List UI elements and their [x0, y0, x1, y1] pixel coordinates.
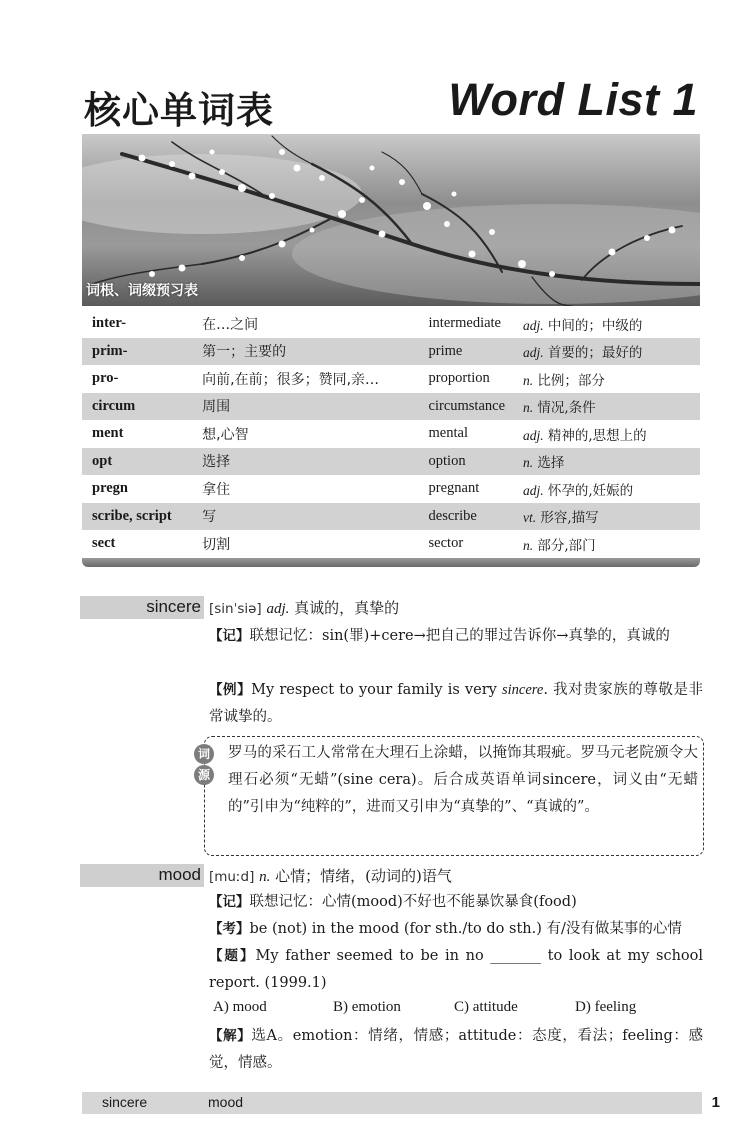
exam-tag: 【考】 — [209, 921, 250, 937]
root-meaning-cell: 在…之间 — [202, 316, 259, 333]
etymology-icon-top: 词 — [194, 744, 214, 764]
exam-note — [209, 916, 703, 943]
table-bottom-bar — [82, 558, 700, 567]
phonetic: [sinˈsiə] — [209, 601, 262, 617]
etymology-text: 罗马的采石工人常常在大理石上涂蜡，以掩饰其瑕疵。罗马元老院颁令大理石必须“无蜡”(sine cera)。后合成英语单词sincere，词义由“无蜡的”引申为“纯粹的”，进而又引申为“真挚的”、“真诚的”。 — [228, 745, 698, 815]
memory-note — [209, 623, 703, 650]
pos-label: vt. — [522, 510, 537, 526]
title-english: Word List 1 — [448, 74, 698, 125]
root-cell: scribe, script — [92, 507, 172, 524]
root-cell: ment — [92, 425, 124, 442]
example-word-cell: describe — [428, 507, 477, 524]
root-cell: pregn — [92, 480, 128, 497]
answer-text: 选A。emotion：情绪，情感；attitude：态度，看法；feeling：感觉，情感。 — [209, 1028, 704, 1071]
table-row — [82, 530, 700, 558]
table-row — [82, 475, 700, 503]
example-gloss-cell — [523, 314, 700, 334]
option-d: D) feeling — [575, 999, 637, 1015]
memory-text: 联想记忆：sin(罪)+cere→把自己的罪过告诉你→真挚的，真诚的 — [249, 628, 670, 644]
root-meaning-cell: 拿住 — [202, 481, 231, 498]
gloss-text: 怀孕的,妊娠的 — [547, 482, 634, 499]
example-gloss-cell — [523, 451, 700, 471]
gloss-text: 比例；部分 — [537, 372, 605, 389]
pos-label: adj. — [522, 317, 544, 333]
example-gloss-cell — [523, 369, 700, 389]
example-word-cell: proportion — [428, 370, 490, 387]
gloss-text: 首要的；最好的 — [547, 345, 643, 362]
example-tag: 【例】 — [209, 682, 252, 698]
example-word-cell: prime — [428, 342, 463, 359]
footer-bar — [82, 1092, 702, 1114]
root-cell: pro- — [92, 370, 119, 387]
table-row — [82, 420, 700, 448]
gloss-text: 精神的,思想上的 — [547, 427, 647, 444]
table-row — [82, 503, 700, 531]
example-word: sincere — [501, 682, 544, 698]
memory-tag: 【记】 — [209, 628, 250, 644]
banner-image — [82, 134, 700, 306]
example-word-cell: intermediate — [428, 315, 501, 332]
example-gloss-cell — [523, 396, 700, 416]
question-note — [209, 943, 703, 997]
gloss-text: 情况,条件 — [537, 400, 596, 417]
root-meaning-cell: 第一；主要的 — [202, 344, 287, 361]
question-tag: 【题】 — [209, 948, 256, 964]
example-text-pre: My respect to your family is very — [251, 682, 502, 698]
roots-table — [82, 310, 700, 567]
example-word-cell: pregnant — [428, 480, 480, 497]
root-meaning-cell: 周围 — [202, 399, 231, 416]
root-cell: opt — [92, 452, 113, 469]
answer-note — [209, 1023, 703, 1077]
example-word-cell: option — [428, 452, 466, 469]
example-word-cell: circumstance — [428, 397, 506, 414]
gloss-text: 形容,描写 — [540, 510, 599, 527]
gloss-text: 部分,部门 — [537, 537, 596, 554]
table-row — [82, 393, 700, 421]
exam-text: be (not) in the mood (for sth./to do sth.) 有/没有做某事的心情 — [249, 921, 682, 937]
pos-label: n. — [522, 537, 534, 553]
table-row — [82, 448, 700, 476]
pos-label: adj. — [266, 601, 290, 617]
pos-label: adj. — [522, 427, 544, 443]
root-cell: prim- — [92, 342, 128, 359]
example-gloss-cell — [523, 424, 700, 444]
pos-label: n. — [522, 400, 534, 416]
root-meaning-cell: 写 — [202, 509, 217, 526]
table-row — [82, 310, 700, 338]
page-number: 1 — [711, 1094, 720, 1111]
pos-label: n. — [259, 869, 271, 885]
pos-label: adj. — [522, 482, 544, 498]
definition: 心情；情绪，(动词的)语气 — [275, 867, 452, 885]
root-meaning-cell: 想,心智 — [202, 426, 249, 443]
headword-mood: mood — [158, 865, 201, 884]
etymology-icon-bottom: 源 — [194, 765, 214, 785]
example-text-post: . 我对贵家族的尊敬是非常诚挚的。 — [209, 682, 703, 725]
question-text: My father seemed to be in no _______ to look at my school report. (1999.1) — [209, 948, 704, 991]
example-word-cell: sector — [428, 535, 464, 552]
example-gloss-cell — [523, 534, 700, 554]
footer-word: mood — [208, 1094, 244, 1110]
memory-tag: 【记】 — [209, 894, 250, 910]
gloss-text: 选择 — [537, 455, 565, 472]
example-gloss-cell — [523, 479, 700, 499]
root-cell: sect — [92, 535, 116, 552]
memory-note — [209, 889, 703, 916]
memory-text: 联想记忆：心情(mood)不好也不能暴饮暴食(food) — [249, 894, 577, 910]
pos-label: n. — [522, 455, 534, 471]
root-cell: circum — [92, 397, 136, 414]
example-gloss-cell — [523, 506, 700, 526]
option-b: B) emotion — [333, 999, 401, 1015]
root-meaning-cell: 切割 — [202, 536, 231, 553]
entry-header — [209, 865, 452, 886]
answer-tag: 【解】 — [209, 1028, 252, 1044]
banner-label: 词根、词缀预习表 — [86, 283, 198, 299]
example-word-cell: mental — [428, 425, 468, 442]
entry-header — [209, 597, 399, 618]
root-meaning-cell: 向前,在前；很多；赞同,亲… — [202, 371, 380, 388]
footer-word: sincere — [102, 1094, 148, 1110]
pos-label: n. — [522, 372, 534, 388]
title-chinese: 核心单词表 — [84, 89, 274, 132]
phonetic: [muːd] — [209, 869, 255, 885]
example-note — [209, 677, 703, 731]
table-row — [82, 338, 700, 366]
option-c: C) attitude — [454, 999, 518, 1015]
pos-label: adj. — [522, 345, 544, 361]
table-row — [82, 365, 700, 393]
headword-sincere: sincere — [146, 597, 201, 616]
page-header — [80, 72, 702, 132]
example-gloss-cell — [523, 341, 700, 361]
root-cell: inter- — [92, 315, 127, 332]
gloss-text: 中间的；中级的 — [547, 317, 643, 334]
definition: 真诚的，真挚的 — [294, 599, 400, 617]
option-a: A) mood — [213, 999, 267, 1015]
root-meaning-cell: 选择 — [202, 454, 231, 471]
